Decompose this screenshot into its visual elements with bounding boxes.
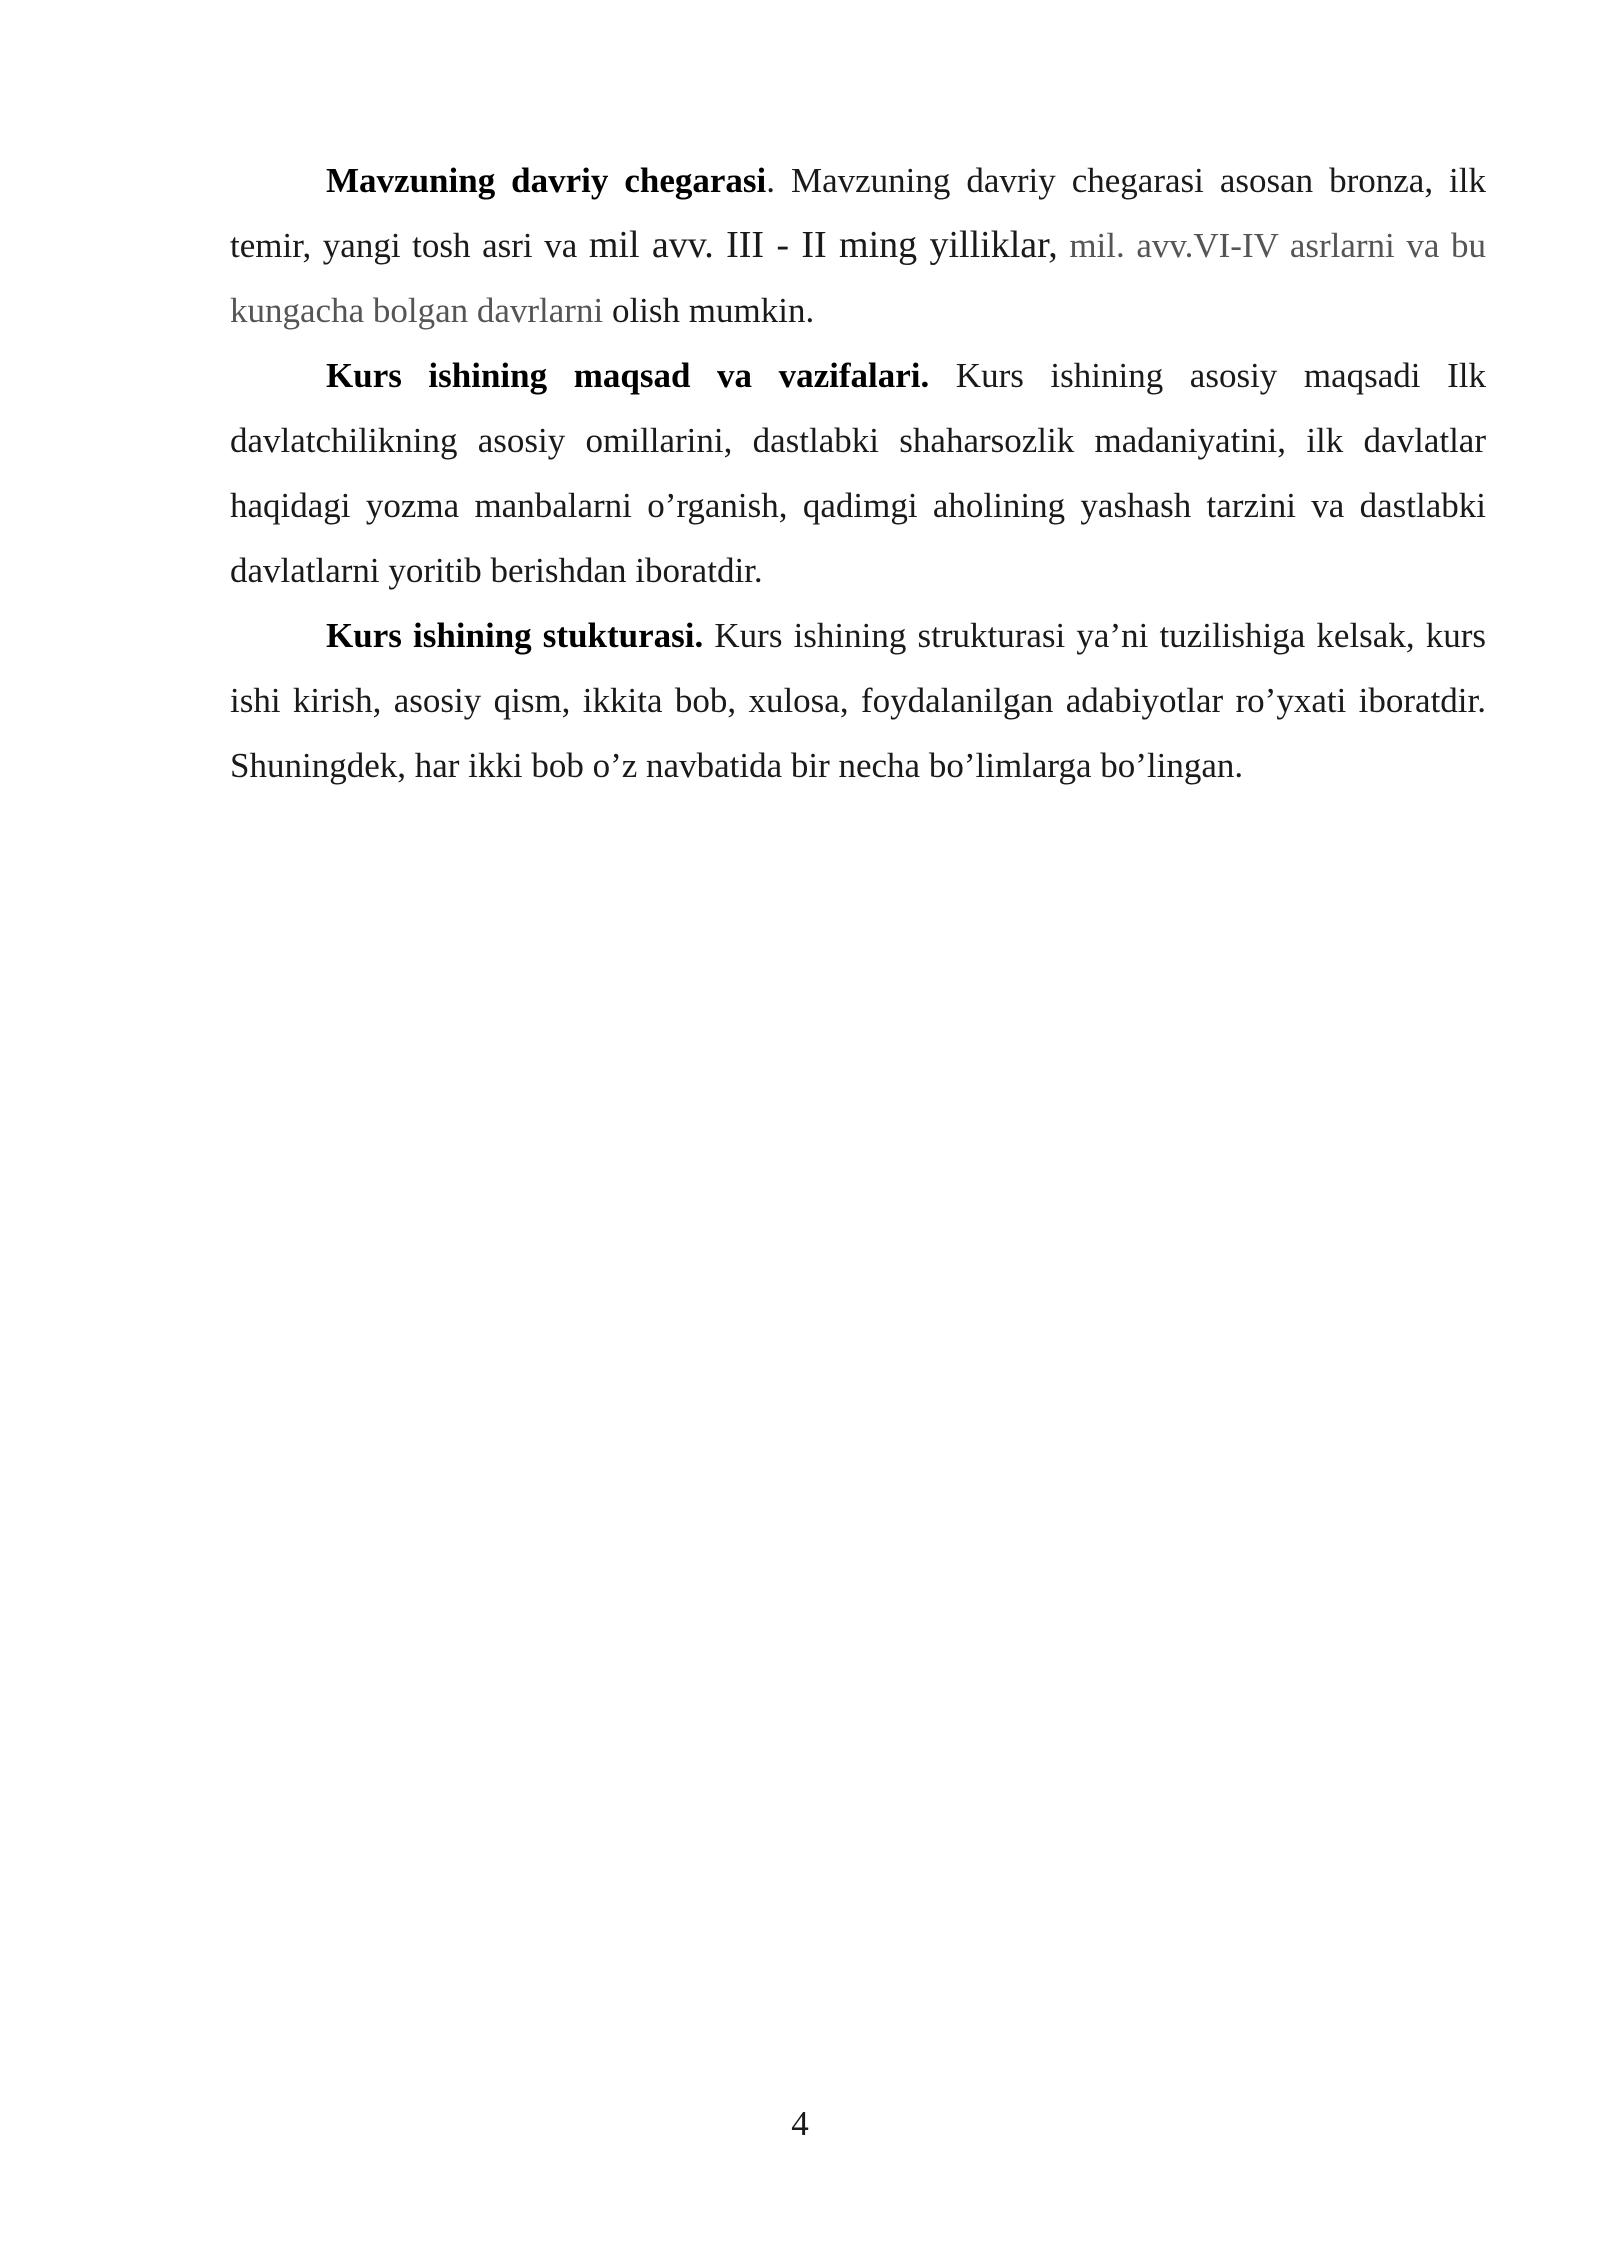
paragraph-chronological-scope: [230, 148, 1486, 343]
paragraph-goals-tasks: [230, 343, 1486, 603]
heading-chronological-scope: Mavzuning davriy chegarasi: [326, 161, 767, 200]
paragraph-text-large: mil avv. III - II ming yilliklar,: [588, 224, 1058, 266]
paragraph-structure: [230, 603, 1486, 798]
page-content: [230, 148, 1486, 798]
paragraph-text: olish mumkin.: [603, 291, 815, 330]
paragraph-text-grey: mil. avv.VI-IV asrlarni va bu kungacha bolgan davrlarni: [230, 226, 1486, 330]
paragraph-text: Kurs ishining asosiy maqsadi Ilk davlatchilikning asosiy omillarini, dastlabki shaharsozlik madaniyatini, ilk davlatlar haqidagi yozma manbalarni o’rganish, qadimgi aholining yashash tarzini va dastlabki davlatlarni yoritib berishdan iboratdir.: [230, 356, 1486, 590]
paragraph-text: Mavzuning davriy chegarasi asosan bronza, ilk temir, yangi tosh asri va: [230, 161, 1487, 265]
page-number: 4: [791, 2104, 809, 2143]
paragraph-text: Kurs ishining strukturasi ya’ni tuzilishiga kelsak, kurs ishi kirish, asosiy qism, ikkita bob, xulosa, foydalanilgan adabiyotlar ro’yxati iboratdir. Shuningdek, har ikki bob o’z navbatida bir necha bo’limlarga bo’lingan.: [230, 616, 1486, 785]
heading-structure: Kurs ishining stukturasi.: [326, 616, 704, 655]
heading-punctuation: .: [766, 161, 776, 200]
heading-goals-tasks: Kurs ishining maqsad va vazifalari.: [326, 356, 930, 395]
